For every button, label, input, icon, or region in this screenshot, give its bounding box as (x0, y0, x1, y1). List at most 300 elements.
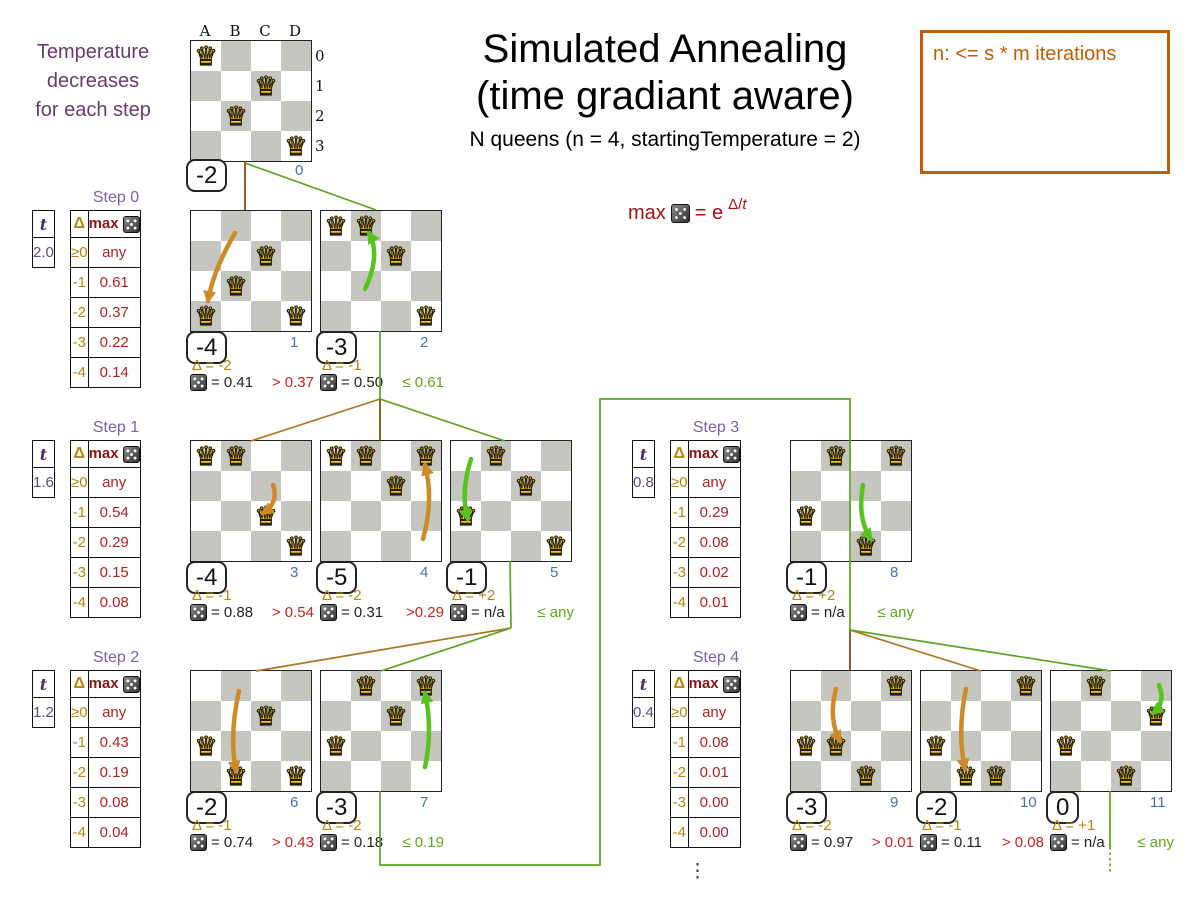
queen-icon: ♛ (384, 701, 408, 731)
connector-line-green (381, 628, 511, 671)
temperature-table (32, 210, 55, 268)
connector-line-orange (256, 628, 511, 671)
queen-icon: ♛ (354, 671, 378, 701)
delta-header: Δ (671, 671, 689, 698)
board-cell (251, 131, 281, 161)
delta-annotation: Δ = -2 (322, 587, 362, 604)
queen-icon: ♛ (484, 441, 508, 471)
probability-row (71, 328, 141, 358)
title-block (420, 26, 910, 152)
max-cell: 0.08 (88, 788, 140, 818)
board-cell (191, 71, 221, 101)
probability-row (671, 468, 741, 498)
board-index: 0 (295, 162, 304, 179)
max-cell: 0.54 (88, 498, 140, 528)
delta-cell: -2 (71, 298, 89, 328)
max-cell: 0.29 (88, 528, 140, 558)
temperature-table (632, 670, 655, 728)
chess-board-2 (320, 210, 442, 332)
dice-annotation (1050, 834, 1174, 851)
dice-annotation (190, 834, 314, 851)
dice-annotation (190, 374, 314, 391)
column-label: A (199, 22, 211, 40)
column-label: C (259, 22, 271, 40)
board-cell (191, 131, 221, 161)
max-label: max (88, 215, 123, 233)
delta-header: Δ (671, 441, 689, 468)
board-cell (221, 41, 251, 71)
score-badge: -2 (186, 159, 227, 192)
die-icon (920, 834, 937, 851)
chess-board-9 (790, 670, 912, 792)
delta-header: Δ (71, 671, 89, 698)
max-cell: 0.08 (688, 528, 740, 558)
board-index: 5 (550, 564, 559, 581)
probability-table (70, 670, 141, 848)
delta-cell: ≥0 (671, 468, 689, 498)
board-index: 1 (290, 334, 299, 351)
max-cell: any (688, 698, 740, 728)
move-arrow-green (321, 211, 441, 331)
queen-icon: ♛ (194, 441, 218, 471)
probability-row (671, 758, 741, 788)
probability-row (71, 238, 141, 268)
board-cell (221, 131, 251, 161)
max-cell: 0.15 (88, 558, 140, 588)
temperature-table (632, 440, 655, 498)
delta-cell: -3 (71, 328, 89, 358)
delta-cell: -3 (671, 558, 689, 588)
temperature-note-line1: Temperature (36, 41, 150, 63)
t-value: 1.2 (33, 698, 55, 728)
delta-header: Δ (71, 211, 89, 238)
probability-row (671, 728, 741, 758)
chess-board-3 (190, 440, 312, 562)
die-icon (320, 374, 337, 391)
queen-icon: ♛ (384, 241, 408, 271)
move-arrow-orange (791, 671, 911, 791)
connector-line-green (245, 163, 376, 210)
max-cell: 0.19 (88, 758, 140, 788)
queen-icon: ♛ (884, 441, 908, 471)
dice-value: = 0.88 (211, 604, 254, 621)
die-icon (123, 676, 140, 693)
chess-board-11 (1050, 670, 1172, 792)
delta-annotation: Δ = -1 (922, 817, 962, 834)
max-cell: any (88, 468, 140, 498)
die-icon (671, 204, 690, 223)
threshold-rejected: > 0.43 (271, 834, 314, 851)
chess-board-8 (790, 440, 912, 562)
move-arrow-green (321, 671, 441, 791)
dice-annotation (450, 604, 574, 621)
max-cell: 0.04 (88, 818, 140, 848)
step-label: Step 3 (692, 419, 740, 436)
row-label: 0 (315, 47, 325, 65)
dice-annotation (320, 374, 444, 391)
column-label: D (288, 22, 302, 40)
queen-icon: ♛ (414, 441, 438, 471)
probability-row (671, 588, 741, 618)
delta-annotation: Δ = +2 (452, 587, 496, 604)
delta-annotation: Δ = -2 (322, 817, 362, 834)
step-label: Step 0 (92, 189, 140, 206)
queen-icon: ♛ (1084, 671, 1108, 701)
delta-cell: -1 (671, 498, 689, 528)
max-cell: 0.14 (88, 358, 140, 388)
score-badge: -1 (446, 561, 487, 594)
t-header: t (33, 211, 55, 238)
probability-row (671, 498, 741, 528)
threshold-accepted: ≤ 0.61 (402, 374, 444, 391)
dice-value: = n/a (1071, 834, 1105, 851)
queen-icon: ♛ (194, 41, 218, 71)
queen-icon: ♛ (1054, 731, 1078, 761)
t-header: t (33, 671, 55, 698)
queen-icon: ♛ (984, 761, 1008, 791)
queen-icon: ♛ (824, 731, 848, 761)
probability-row (671, 788, 741, 818)
step-label: Step 2 (92, 649, 140, 666)
queen-icon: ♛ (284, 301, 308, 331)
delta-cell: -4 (71, 588, 89, 618)
delta-cell: -2 (671, 758, 689, 788)
max-cell: 0.08 (88, 588, 140, 618)
step-label: Step 4 (692, 649, 740, 666)
queen-icon: ♛ (414, 671, 438, 701)
probability-row (71, 358, 141, 388)
delta-annotation: Δ = +1 (1052, 817, 1096, 834)
max-label: max (88, 675, 123, 693)
connector-line-green (380, 399, 505, 441)
threshold-rejected: > 0.54 (271, 604, 314, 621)
row-label: 1 (315, 77, 325, 95)
threshold-accepted: ≤ 0.19 (402, 834, 444, 851)
max-cell: 0.37 (88, 298, 140, 328)
threshold-rejected: > 0.01 (871, 834, 914, 851)
board-cell (251, 41, 281, 71)
max-cell: 0.29 (688, 498, 740, 528)
max-header (88, 671, 140, 698)
t-header: t (33, 441, 55, 468)
max-cell: 0.00 (688, 818, 740, 848)
move-arrow-orange (191, 211, 311, 331)
probability-row (71, 818, 141, 848)
max-cell: 0.22 (88, 328, 140, 358)
t-value: 1.6 (33, 468, 55, 498)
board-index: 9 (890, 794, 899, 811)
connector-line-orange (251, 399, 380, 441)
score-badge: -2 (186, 791, 227, 824)
die-icon (723, 676, 740, 693)
max-label: max (88, 445, 123, 463)
row-label: 3 (315, 137, 325, 155)
board-index: 8 (890, 564, 899, 581)
delta-cell: -2 (671, 528, 689, 558)
row-label: 2 (315, 107, 325, 125)
threshold-rejected: > 0.08 (1001, 834, 1044, 851)
iterations-note-box (920, 30, 1170, 174)
chess-board-7 (320, 670, 442, 792)
queen-icon: ♛ (794, 731, 818, 761)
delta-cell: ≥0 (71, 698, 89, 728)
move-arrow-orange (191, 441, 311, 561)
queen-icon: ♛ (854, 531, 878, 561)
delta-annotation: Δ = +2 (792, 587, 836, 604)
queen-icon: ♛ (194, 731, 218, 761)
dice-value: = 0.18 (341, 834, 384, 851)
dice-annotation (790, 834, 914, 851)
t-header: t (633, 441, 655, 468)
queen-icon: ♛ (1114, 761, 1138, 791)
queen-icon: ♛ (224, 101, 248, 131)
score-badge: -1 (786, 561, 827, 594)
max-cell: 0.00 (688, 788, 740, 818)
board-cell (221, 71, 251, 101)
delta-annotation: Δ = -2 (792, 817, 832, 834)
chess-board-4 (320, 440, 442, 562)
queen-icon: ♛ (224, 441, 248, 471)
delta-cell: -4 (71, 358, 89, 388)
move-arrow-green (791, 441, 911, 561)
probability-row (671, 558, 741, 588)
probability-row (71, 498, 141, 528)
root-chess-board (190, 40, 312, 162)
dice-value: = 0.74 (211, 834, 254, 851)
max-cell: 0.01 (688, 588, 740, 618)
score-badge: -5 (316, 561, 357, 594)
die-icon (123, 446, 140, 463)
board-cell (281, 101, 311, 131)
queen-icon: ♛ (1144, 701, 1168, 731)
threshold-rejected: > 0.37 (271, 374, 314, 391)
probability-table (70, 440, 141, 618)
die-icon (450, 604, 467, 621)
queen-icon: ♛ (324, 211, 348, 241)
threshold-accepted: ≤ any (1137, 834, 1174, 851)
queen-icon: ♛ (254, 241, 278, 271)
delta-cell: -2 (71, 528, 89, 558)
queen-icon: ♛ (414, 301, 438, 331)
score-badge: -3 (316, 331, 357, 364)
delta-annotation: Δ = -1 (322, 357, 362, 374)
score-badge: 0 (1046, 791, 1079, 824)
probability-row (671, 698, 741, 728)
max-header (688, 671, 740, 698)
dice-annotation (790, 604, 914, 621)
iterations-note-text: n: <= s * m iterations (933, 43, 1117, 65)
max-cell: 0.02 (688, 558, 740, 588)
board-index: 4 (420, 564, 429, 581)
die-icon (123, 216, 140, 233)
queen-icon: ♛ (544, 531, 568, 561)
score-badge: -4 (186, 331, 227, 364)
t-value: 2.0 (33, 238, 55, 268)
die-icon (190, 834, 207, 851)
die-icon (190, 604, 207, 621)
dice-value: = 0.41 (211, 374, 254, 391)
chess-board-6 (190, 670, 312, 792)
move-arrow-orange (921, 671, 1041, 791)
dice-value: = n/a (811, 604, 845, 621)
queen-icon: ♛ (324, 441, 348, 471)
queen-icon: ♛ (384, 471, 408, 501)
board-cell (281, 71, 311, 101)
die-icon (190, 374, 207, 391)
temperature-note-line3: for each step (35, 99, 151, 121)
queen-icon: ♛ (354, 441, 378, 471)
delta-cell: -1 (71, 728, 89, 758)
chess-board-10 (920, 670, 1042, 792)
connector-line-green (850, 630, 1111, 671)
queen-icon: ♛ (224, 761, 248, 791)
threshold-accepted: ≤ any (537, 604, 574, 621)
queen-icon: ♛ (254, 701, 278, 731)
delta-cell: ≥0 (71, 468, 89, 498)
page-subtitle: N queens (n = 4, startingTemperature = 2) (469, 128, 861, 151)
temperature-note-line2: decreases (46, 70, 140, 92)
queen-icon: ♛ (354, 211, 378, 241)
queen-icon: ♛ (284, 131, 308, 161)
queen-icon: ♛ (924, 731, 948, 761)
board-index: 11 (1150, 794, 1166, 811)
delta-annotation: Δ = -2 (192, 357, 232, 374)
board-index: 6 (290, 794, 299, 811)
queen-icon: ♛ (254, 501, 278, 531)
score-badge: -4 (186, 561, 227, 594)
die-icon (723, 446, 740, 463)
probability-row (71, 698, 141, 728)
connector-line-orange (850, 630, 981, 671)
queen-icon: ♛ (194, 301, 218, 331)
board-index: 10 (1020, 794, 1037, 811)
page-title-line1: Simulated Annealing (482, 27, 848, 71)
delta-annotation: Δ = -1 (192, 817, 232, 834)
delta-header: Δ (71, 441, 89, 468)
score-badge: -3 (786, 791, 827, 824)
dice-annotation (320, 604, 444, 621)
delta-cell: -1 (71, 268, 89, 298)
probability-row (71, 268, 141, 298)
page-title-line2: (time gradiant aware) (476, 74, 854, 118)
queen-icon: ♛ (954, 761, 978, 791)
chess-board-5 (450, 440, 572, 562)
queen-icon: ♛ (794, 501, 818, 531)
delta-cell: -1 (71, 498, 89, 528)
queen-icon: ♛ (1014, 671, 1038, 701)
board-cell (281, 41, 311, 71)
delta-cell: -1 (671, 728, 689, 758)
max-cell: any (688, 468, 740, 498)
probability-row (71, 758, 141, 788)
delta-cell: -4 (71, 818, 89, 848)
temperature-note (8, 38, 178, 125)
die-icon (790, 834, 807, 851)
max-header (88, 441, 140, 468)
dice-value: = 0.11 (941, 834, 983, 851)
threshold-rejected: >0.29 (406, 604, 444, 621)
die-icon (320, 834, 337, 851)
max-cell: 0.08 (688, 728, 740, 758)
delta-cell: -3 (71, 558, 89, 588)
probability-row (671, 818, 741, 848)
step-label: Step 1 (92, 419, 140, 436)
queen-icon: ♛ (254, 71, 278, 101)
temperature-table (32, 440, 55, 498)
queen-icon: ♛ (324, 731, 348, 761)
queen-icon: ♛ (284, 531, 308, 561)
board-index: 2 (420, 334, 429, 351)
probability-row (71, 588, 141, 618)
queen-icon: ♛ (884, 671, 908, 701)
max-header (688, 441, 740, 468)
max-cell: any (88, 238, 140, 268)
queen-icon: ♛ (824, 441, 848, 471)
dice-value: = 0.31 (341, 604, 384, 621)
max-label: max (688, 675, 723, 693)
t-header: t (633, 671, 655, 698)
move-arrow-green (1051, 671, 1171, 791)
die-icon (320, 604, 337, 621)
probability-row (71, 788, 141, 818)
dice-annotation (920, 834, 1044, 851)
delta-cell: -4 (671, 818, 689, 848)
max-cell: any (88, 698, 140, 728)
queen-icon: ♛ (224, 271, 248, 301)
max-cell: 0.61 (88, 268, 140, 298)
probability-row (71, 528, 141, 558)
max-cell: 0.01 (688, 758, 740, 788)
probability-row (71, 558, 141, 588)
die-icon (1050, 834, 1067, 851)
probability-table (70, 210, 141, 388)
die-icon (790, 604, 807, 621)
threshold-accepted: ≤ any (877, 604, 914, 621)
t-value: 0.8 (633, 468, 655, 498)
max-cell: 0.43 (88, 728, 140, 758)
probability-table (670, 670, 741, 848)
board-index: 7 (420, 794, 429, 811)
probability-row (71, 468, 141, 498)
dice-value: = 0.97 (811, 834, 854, 851)
delta-cell: ≥0 (71, 238, 89, 268)
board-cell (251, 101, 281, 131)
probability-row (671, 528, 741, 558)
continuation-ellipsis: ⋮ (688, 861, 707, 882)
move-arrow-orange (321, 441, 441, 561)
t-value: 0.4 (633, 698, 655, 728)
delta-cell: -4 (671, 588, 689, 618)
move-arrow-orange (191, 671, 311, 791)
delta-cell: ≥0 (671, 698, 689, 728)
score-badge: -3 (316, 791, 357, 824)
formula-exponent: Δ/t (728, 196, 747, 213)
probability-row (71, 728, 141, 758)
dice-value: = 0.50 (341, 374, 384, 391)
formula-max-label: max (628, 202, 666, 224)
probability-row (71, 298, 141, 328)
formula-equals: = e (694, 202, 724, 224)
probability-table (670, 440, 741, 618)
queen-icon: ♛ (284, 761, 308, 791)
board-index: 3 (290, 564, 299, 581)
acceptance-formula (628, 196, 747, 225)
move-arrow-green (451, 441, 571, 561)
dice-annotation (320, 834, 444, 851)
queen-icon: ♛ (454, 501, 478, 531)
score-badge: -2 (916, 791, 957, 824)
queen-icon: ♛ (514, 471, 538, 501)
